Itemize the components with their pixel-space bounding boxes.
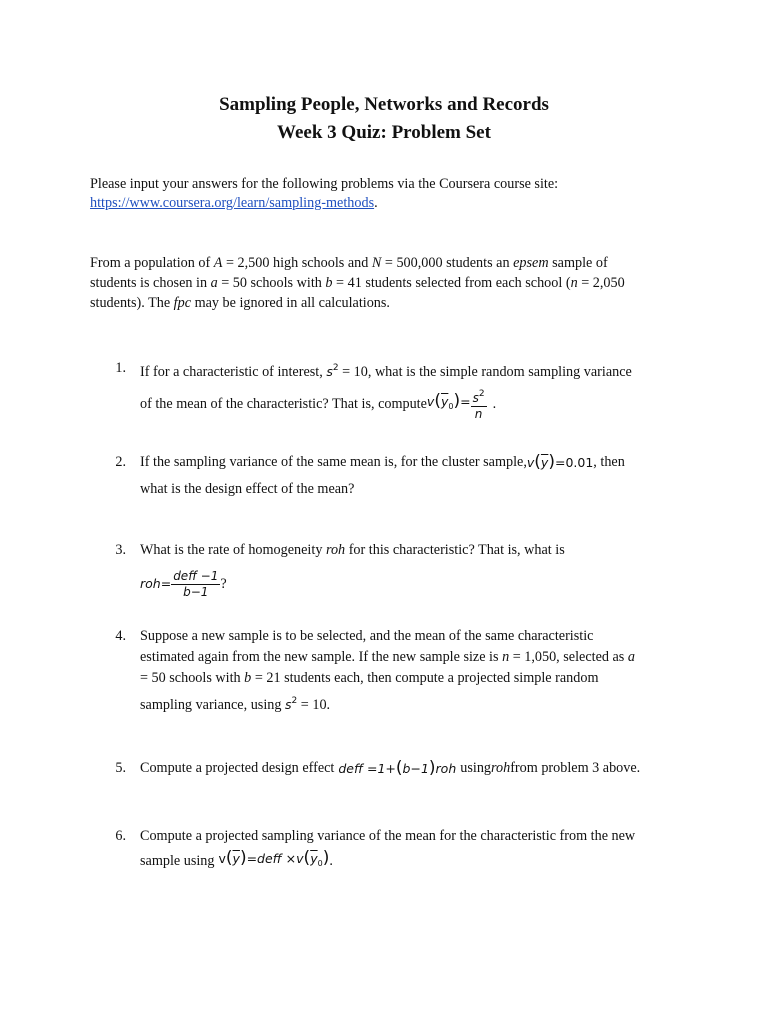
var-n: n [570, 275, 578, 291]
math-roh-lhs: roh= [140, 576, 172, 591]
text: If the sampling variance of the same mean is, for the cluster sample, [140, 454, 527, 470]
text: If for a characteristic of interest, [140, 364, 327, 380]
text: may be ignored in all calculations. [191, 295, 390, 311]
problem-4-line-3 [140, 668, 599, 688]
text: = 10. [297, 697, 331, 713]
problem-2-line-1 [140, 450, 625, 474]
text: = 21 students each, then compute a projected simple random [251, 670, 599, 686]
problem-number: 5. [115, 760, 126, 776]
problem-6-line-2 [140, 848, 333, 874]
text: sample of [548, 255, 608, 271]
problem-number: 1. [115, 360, 126, 376]
var-N: N [371, 255, 382, 271]
problem-6-line-1: Compute a projected sampling variance of the mean for the characteristic from the new [140, 828, 636, 844]
math-deff-formula: deff =1+(b−1)roh [338, 757, 457, 778]
problem-4-line-2 [140, 647, 635, 667]
text: estimated again from the new sample. If the new sample size is [140, 649, 503, 665]
problem-4-line-4 [140, 691, 330, 715]
fraction-roh: $\frac{\text{deff −1}}{b-1}$ [173, 568, 219, 599]
text: using [460, 760, 492, 776]
text: = 500,000 students an [381, 255, 514, 271]
setup-line-1 [90, 253, 608, 273]
var-b: b [244, 670, 252, 686]
text: students). The [90, 295, 174, 311]
text: From a population of [90, 255, 214, 271]
problem-1-line-1 [140, 358, 632, 382]
problem-5-line-1 [140, 756, 640, 780]
problem-1-line-2 [140, 384, 496, 424]
problem-2-line-2: what is the design effect of the mean? [140, 481, 355, 497]
problem-3-formula [140, 562, 227, 606]
text: , then [593, 454, 625, 470]
math-variance-srs: $v(\overline{y}_0)=$ [426, 391, 471, 411]
text: for this characteristic? That is, what is [345, 542, 565, 558]
math-s-squared: $s^2$ [285, 696, 298, 712]
setup-line-3 [90, 293, 390, 313]
text: sample using [140, 853, 215, 869]
text: from problem 3 above. [510, 760, 641, 776]
term-roh: roh [325, 542, 346, 558]
course-link[interactable]: https://www.coursera.org/learn/sampling-methods [90, 195, 375, 211]
text: What is the rate of homogeneity [140, 542, 326, 558]
problem-number: 2. [115, 454, 126, 470]
var-n: n [502, 649, 510, 665]
math-variance-cluster: $v(\overline{y})=0.01$ [526, 451, 594, 472]
problem-number: 4. [115, 628, 126, 644]
intro-link-line [90, 193, 378, 213]
term-roh: roh [491, 760, 511, 776]
text: = 41 students selected from each school ( [332, 275, 571, 291]
var-A: A [213, 255, 223, 271]
intro-text: Please input your answers for the following problems via the Coursera course site: [90, 176, 559, 192]
math-projected-variance: $v(\overline{y})=deff \times v(\overline{y}_0)$ [218, 848, 330, 868]
var-a: a [627, 649, 635, 665]
var-a: a [210, 275, 218, 291]
math-s-squared: $s^2$ [326, 363, 339, 379]
page-subtitle: Week 3 Quiz: Problem Set [277, 122, 491, 143]
problem-number: 6. [115, 828, 126, 844]
page-title: Sampling People, Networks and Records [219, 94, 549, 115]
fraction-s2-over-n: $\frac{s^2}{n}$ [472, 388, 485, 421]
link-suffix: . [374, 195, 378, 211]
term-fpc: fpc [173, 295, 192, 311]
text: = 1,050, selected as [509, 649, 628, 665]
term-epsem: epsem [513, 255, 549, 271]
text: = 10, what is the simple random sampling variance [338, 364, 632, 380]
problem-4-line-1: Suppose a new sample is to be selected, and the mean of the same characteristic [140, 628, 594, 644]
text: = 50 schools with [140, 670, 245, 686]
problem-3-line-1 [140, 540, 565, 560]
text: Compute a projected design effect [140, 760, 335, 776]
var-b: b [325, 275, 333, 291]
text: = 50 schools with [217, 275, 326, 291]
setup-line-2 [90, 273, 625, 293]
text: of the mean of the characteristic? That is, compute [140, 396, 427, 412]
text: ? [220, 576, 227, 592]
text: students is chosen in [90, 275, 211, 291]
text: sampling variance, using [140, 697, 285, 713]
text: . [492, 396, 497, 412]
text: = 2,050 [577, 275, 625, 291]
text: = 2,500 high schools and [222, 255, 372, 271]
problem-number: 3. [115, 542, 126, 558]
text: . [329, 853, 333, 869]
